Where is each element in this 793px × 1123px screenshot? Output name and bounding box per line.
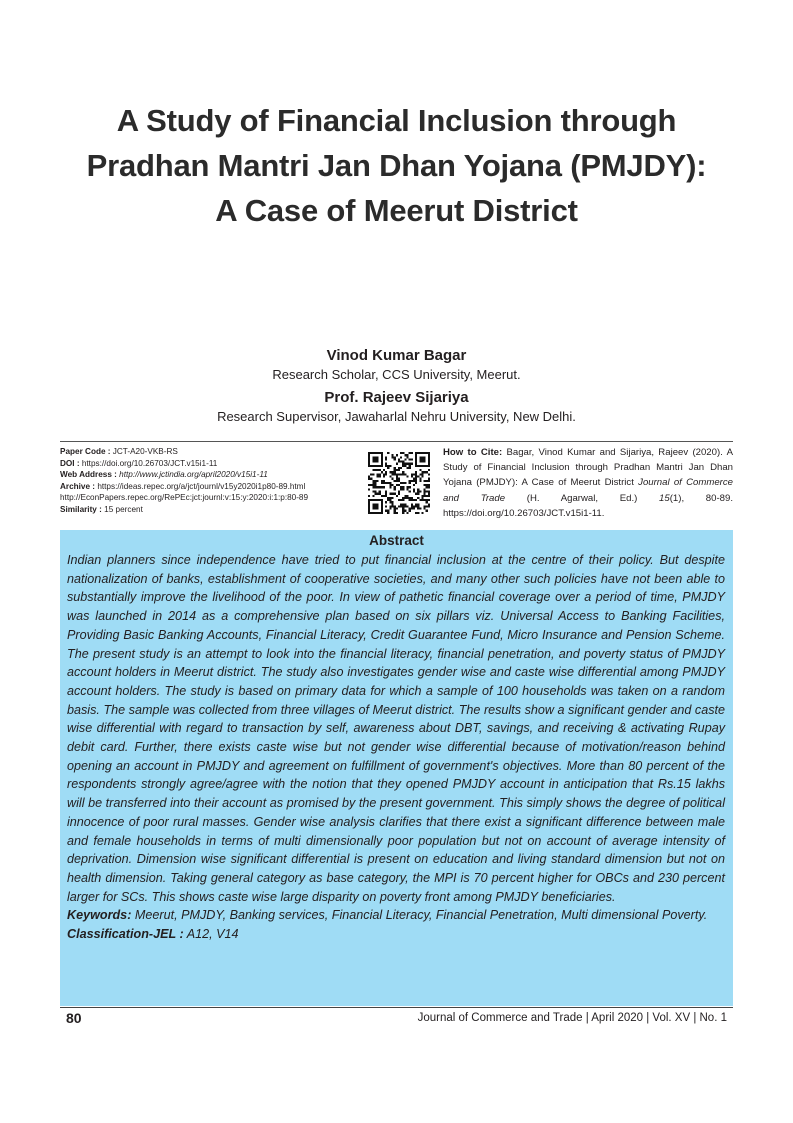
doi-link[interactable]: https://doi.org/10.26703/JCT.v15i1-11 [81,458,218,468]
author-2 [40,389,753,424]
archive-line: Archive : https://ideas.repec.org/a/jct/journl/v15y2020i1p80-89.html [60,481,306,491]
header-rule [60,441,733,442]
page-number: 80 [66,1010,82,1026]
paper-title [40,98,753,233]
abstract-heading: Abstract [369,533,424,548]
keywords: Keywords: Meerut, PMJDY, Banking services, Financial Literacy, Financial Penetration, Multi dimensional Poverty. [67,908,708,923]
web-address-line: Web Address : http://www.jctindia.org/april2020/v15i1-11 [60,470,268,480]
title-line-3: A Case of Meerut District [215,193,578,228]
how-to-cite: How to Cite: Bagar, Vinod Kumar and Sijariya, Rajeev (2020). A Study of Financial Inclusion through Pradhan Mantri Jan Dhan Yojana (PMJDY): A Case of Meerut District Journal of Commerce and Trade (H. Agarwal, Ed.) 15(1), 80-89. https://doi.org/10.26703/JCT.v15i1-11. [443,447,734,519]
abstract-body: Indian planners since independence have tried to put financial inclusion at the centre of their policy. But despite nationalization of banks, establishment of cooperative societies, and many other such policies have not been able to substantially improve the livelihood of the poor. In view of pathetic financial coverage over a period of time, PMJDY was launched in 2014 as a comprehensive plan based on six pillars viz. Universal Access to Banking Facilities, Providing Basic Banking Accounts, Financial Literacy, Credit Guarantee Fund, Micro Insurance and Pension Scheme. The present study is an attempt to look into the financial literacy, financial penetration, and poverty status of PMJDY account holders in Meerut district. The study also investigates gender wise and caste wise differential among PMJDY account holders. The study is based on primary data for which a sample of 100 households was taken on a random basis. The sample was collected from three villages of Meerut district. The results show a significant gender and caste wise differential with regard to transaction by self, awareness about DBT, savings, and receiving & activating Rupay debit card. Further, there exists caste wise but not gender wise differential because of motivation/reason behind opening an account in PMJDY and agreement on fulfillment of government's objectives. More than 80 percent of the respondents strongly agree/agree with the notion that they opened PMJDY account in anticipation that Rs.15 lakhs will be transferred into their account as promised by the present government. This simply shows the degree of political innocence of poor rural masses. Gender wise analysis clarifies that there exist a significant difference between male and female households in terms of multi dimensionally poor population but not on account of average intensity of deprivation. Dimension wise significant differential is present on education and living standard dimension but not on health dimension. Taking general category as base category, the MPI is 70 percent higher for OBCs and 230 percent larger for SCs. This shows caste wise large disparity on poverty front among PMJDY beneficiaries. [67,553,725,904]
title-line-1: A Study of Financial Inclusion through [116,103,677,138]
cite-journal: Journal of Commerce and Trade [443,477,733,504]
author-affiliation: Research Scholar, CCS University, Meerut. [272,367,521,382]
author-name: Vinod Kumar Bagar [326,347,467,364]
archive-link-2[interactable]: http://EconPapers.repec.org/RePEc:jct:journl:v:15:y:2020:i:1:p:80-89 [60,493,309,503]
paper-code-line: Paper Code : JCT-A20-VKB-RS [60,447,178,456]
author-name: Prof. Rajeev Sijariya [324,389,469,406]
footer-rule [60,1007,733,1008]
abstract-section [60,530,733,1006]
title-line-2: Pradhan Mantri Jan Dhan Yojana (PMJDY): [86,148,707,183]
paper-metadata [60,446,360,516]
cite-label: How to Cite: [443,447,503,458]
doi-line: DOI : https://doi.org/10.26703/JCT.v15i1-11 [60,458,218,468]
qr-code-icon [368,452,430,514]
author-affiliation: Research Supervisor, Jawaharlal Nehru University, New Delhi. [217,409,576,424]
similarity-line: Similarity : 15 percent [60,504,143,514]
archive-link-1[interactable]: https://ideas.repec.org/a/jct/journl/v15y2020i1p80-89.html [97,481,306,491]
abstract-text [67,551,725,944]
author-1 [40,347,753,382]
web-link[interactable]: http://www.jctindia.org/april2020/v15i1-11 [119,470,268,480]
classification-jel: Classification-JEL : A12, V14 [67,927,239,942]
journal-footer: Journal of Commerce and Trade | April 2020 | Vol. XV | No. 1 [417,1012,727,1024]
